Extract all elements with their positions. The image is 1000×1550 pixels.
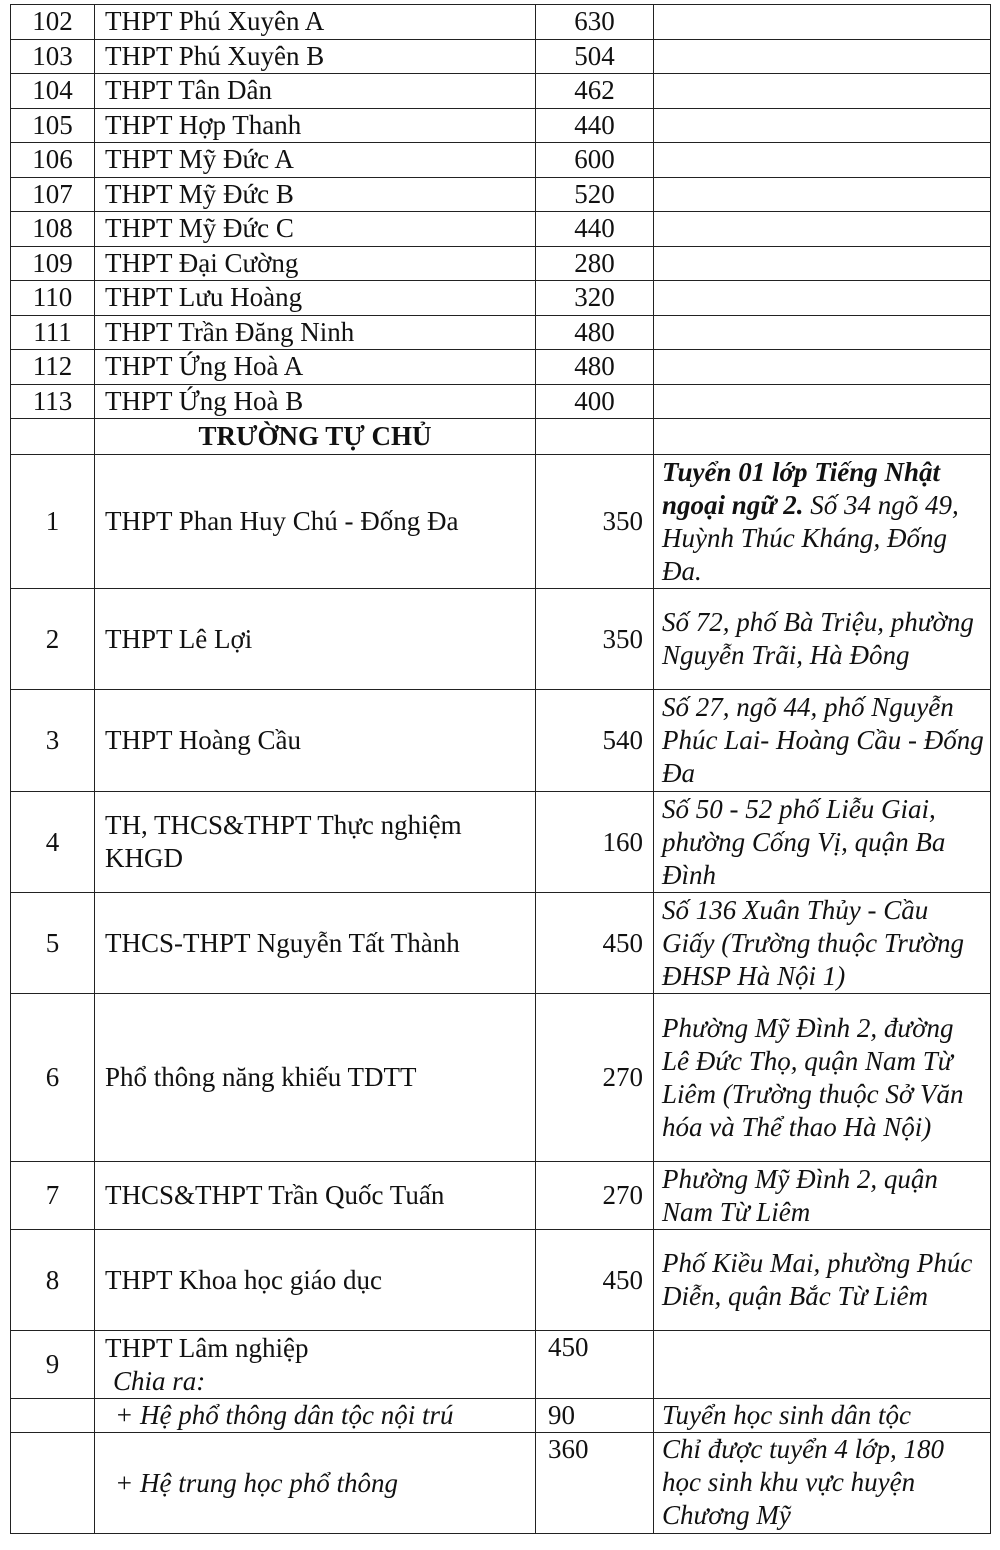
school-name: THCS&THPT Trần Quốc Tuấn xyxy=(95,1162,536,1230)
note-text: Phường Mỹ Đình 2, đường Lê Đức Thọ, quận Nam Từ Liêm (Trường thuộc Sở Văn hóa và Thể thao Hà Nội) xyxy=(662,1012,964,1142)
row-number: 107 xyxy=(11,177,95,212)
table-row xyxy=(11,177,991,212)
address-note xyxy=(654,589,991,690)
address-note xyxy=(654,1162,991,1230)
section-title: TRƯỜNG TỰ CHỦ xyxy=(95,419,536,455)
section-row xyxy=(11,419,991,455)
row-number: 111 xyxy=(11,315,95,350)
row-number: 1 xyxy=(11,455,95,589)
empty-cell xyxy=(11,1399,95,1433)
row-number: 4 xyxy=(11,792,95,893)
quota-value: 280 xyxy=(536,246,654,281)
quota-value: 540 xyxy=(536,690,654,792)
note-cell xyxy=(654,108,991,143)
address-note xyxy=(654,1230,991,1331)
table-row xyxy=(11,690,991,792)
school-name: THPT Ứng Hoà A xyxy=(95,350,536,385)
note-cell xyxy=(654,281,991,316)
table-row xyxy=(11,143,991,178)
quota-value: 90 xyxy=(536,1399,654,1433)
quota-value: 350 xyxy=(536,589,654,690)
admission-quota-table xyxy=(10,4,991,1534)
note-text: Số 34 ngõ 49, Huỳnh Thúc Kháng, Đống Đa. xyxy=(662,489,959,586)
table-row xyxy=(11,1162,991,1230)
row-number: 113 xyxy=(11,384,95,419)
row-number: 102 xyxy=(11,5,95,40)
address-note xyxy=(654,792,991,893)
quota-value: 160 xyxy=(536,792,654,893)
address-note xyxy=(654,893,991,994)
empty-cell xyxy=(11,419,95,455)
quota-value: 520 xyxy=(536,177,654,212)
school-name: THPT Mỹ Đức B xyxy=(95,177,536,212)
school-name: THPT Ứng Hoà B xyxy=(95,384,536,419)
note-text: Số 27, ngõ 44, phố Nguyễn Phúc Lai- Hoàng Cầu - Đống Đa xyxy=(662,692,984,788)
note-text: Số 72, phố Bà Triệu, phường Nguyễn Trãi, Hà Đông xyxy=(662,607,974,670)
note-cell xyxy=(654,384,991,419)
table-row xyxy=(11,589,991,690)
quota-value: 440 xyxy=(536,108,654,143)
table-row xyxy=(11,5,991,40)
table-row xyxy=(11,455,991,589)
note-cell xyxy=(654,350,991,385)
quota-value: 400 xyxy=(536,384,654,419)
table-row xyxy=(11,246,991,281)
quota-value: 600 xyxy=(536,143,654,178)
empty-cell xyxy=(536,419,654,455)
table-row xyxy=(11,350,991,385)
note-highlight: Tuyển 01 lớp Tiếng Nhật ngoại ngữ 2. xyxy=(662,456,940,520)
school-name: THPT Mỹ Đức C xyxy=(95,212,536,247)
row-number: 104 xyxy=(11,74,95,109)
empty-cell xyxy=(654,419,991,455)
note-cell xyxy=(654,143,991,178)
school-name: THPT Hoàng Cầu xyxy=(95,690,536,792)
quota-value: 462 xyxy=(536,74,654,109)
table-row xyxy=(11,1331,991,1399)
note-cell: Chỉ được tuyển 4 lớp, 180 học sinh khu vực huyện Chương Mỹ xyxy=(654,1433,991,1534)
table-row xyxy=(11,281,991,316)
note-text: Phường Mỹ Đình 2, quận Nam Từ Liêm xyxy=(662,1163,938,1227)
quota-value: 440 xyxy=(536,212,654,247)
row-number: 3 xyxy=(11,690,95,792)
school-name: THPT Tân Dân xyxy=(95,74,536,109)
school-name: THPT Đại Cường xyxy=(95,246,536,281)
row-number: 110 xyxy=(11,281,95,316)
row-number: 6 xyxy=(11,994,95,1162)
quota-value: 450 xyxy=(536,1230,654,1331)
school-name: THPT Lê Lợi xyxy=(95,589,536,690)
empty-cell xyxy=(11,1433,95,1534)
note-text: Số 50 - 52 phố Liễu Giai, phường Cống Vị, quận Ba Đình xyxy=(662,793,946,890)
quota-value: 320 xyxy=(536,281,654,316)
row-number: 105 xyxy=(11,108,95,143)
quota-value: 450 xyxy=(536,1331,654,1399)
quota-value: 270 xyxy=(536,994,654,1162)
note-cell xyxy=(654,5,991,40)
quota-value: 270 xyxy=(536,1162,654,1230)
row-number: 109 xyxy=(11,246,95,281)
school-name: THCS-THPT Nguyễn Tất Thành xyxy=(95,893,536,994)
row-number: 106 xyxy=(11,143,95,178)
quota-value: 360 xyxy=(536,1433,654,1534)
split-label: Chia ra: xyxy=(113,1365,206,1396)
school-name: THPT Phú Xuyên B xyxy=(95,39,536,74)
table-row xyxy=(11,994,991,1162)
sub-program-name: + Hệ trung học phổ thông xyxy=(95,1433,536,1534)
address-note xyxy=(654,455,991,589)
school-name-cell xyxy=(95,1331,536,1399)
school-name: THPT Phan Huy Chú - Đống Đa xyxy=(95,455,536,589)
row-number: 108 xyxy=(11,212,95,247)
school-name: THPT Trần Đăng Ninh xyxy=(95,315,536,350)
table-row xyxy=(11,212,991,247)
quota-value: 480 xyxy=(536,315,654,350)
address-note xyxy=(654,690,991,792)
school-name: THPT Hợp Thanh xyxy=(95,108,536,143)
school-name: Phổ thông năng khiếu TDTT xyxy=(95,994,536,1162)
note-cell xyxy=(654,246,991,281)
quota-value: 630 xyxy=(536,5,654,40)
row-number: 9 xyxy=(11,1331,95,1399)
row-number: 2 xyxy=(11,589,95,690)
row-number: 103 xyxy=(11,39,95,74)
row-number: 7 xyxy=(11,1162,95,1230)
quota-value: 350 xyxy=(536,455,654,589)
school-name: THPT Khoa học giáo dục xyxy=(95,1230,536,1331)
note-cell xyxy=(654,315,991,350)
note-cell xyxy=(654,212,991,247)
quota-value: 504 xyxy=(536,39,654,74)
note-text: Số 136 Xuân Thủy - Cầu Giấy (Trường thuộc Trường ĐHSP Hà Nội 1) xyxy=(662,894,965,991)
quota-value: 480 xyxy=(536,350,654,385)
note-cell xyxy=(654,74,991,109)
table-row xyxy=(11,1399,991,1433)
sub-program-name: + Hệ phổ thông dân tộc nội trú xyxy=(95,1399,536,1433)
table-row xyxy=(11,74,991,109)
table-row xyxy=(11,1433,991,1534)
school-name: THPT Lâm nghiệp xyxy=(105,1332,309,1363)
note-cell xyxy=(654,1331,991,1399)
table-row xyxy=(11,315,991,350)
row-number: 5 xyxy=(11,893,95,994)
row-number: 112 xyxy=(11,350,95,385)
table-row xyxy=(11,893,991,994)
table-row xyxy=(11,1230,991,1331)
address-note xyxy=(654,994,991,1162)
school-name: THPT Lưu Hoàng xyxy=(95,281,536,316)
table-row xyxy=(11,108,991,143)
quota-value: 450 xyxy=(536,893,654,994)
table-row xyxy=(11,39,991,74)
note-cell xyxy=(654,39,991,74)
school-name: TH, THCS&THPT Thực nghiệm KHGD xyxy=(95,792,536,893)
school-name: THPT Phú Xuyên A xyxy=(95,5,536,40)
note-text: Phố Kiều Mai, phường Phúc Diễn, quận Bắc Từ Liêm xyxy=(662,1248,973,1311)
school-name: THPT Mỹ Đức A xyxy=(95,143,536,178)
table-row xyxy=(11,384,991,419)
row-number: 8 xyxy=(11,1230,95,1331)
note-cell xyxy=(654,177,991,212)
table-row xyxy=(11,792,991,893)
note-cell: Tuyển học sinh dân tộc xyxy=(654,1399,991,1433)
